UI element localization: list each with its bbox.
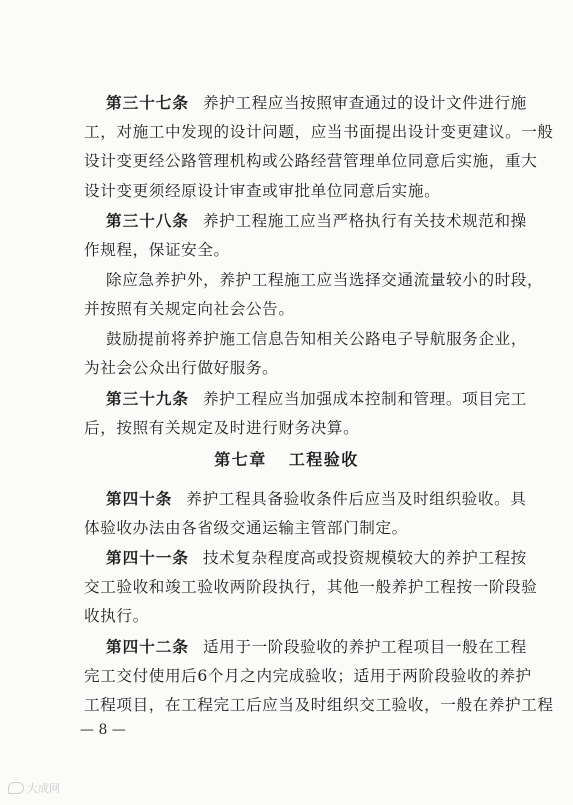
article-38-para3-line-2: 为社会公众出行做好服务。 (84, 359, 279, 378)
article-38-para2-line-1: 除应急养护外，养护工程施工应当选择交通流量较小的时段， (106, 270, 544, 289)
article-37-text: 养护工程应当按照审查通过的设计文件进行施 (202, 94, 527, 112)
article-40-line-2: 体验收办法由各省级交通运输主管部门制定。 (84, 518, 408, 537)
article-37-line-3: 设计变更经公路管理机构或公路经营管理单位同意后实施，重大 (84, 152, 538, 171)
chapter-number: 第七章 (214, 450, 267, 469)
chapter-heading (0, 447, 573, 470)
text-block-lower (84, 484, 554, 721)
article-40-label: 第四十条 (106, 489, 173, 508)
article-38-para3-line-1: 鼓励提前将养护施工信息告知相关公路电子导航服务企业， (106, 329, 528, 348)
article-42-line-2: 完工交付使用后6个月之内完成验收；适用于两阶段验收的养护 (84, 666, 532, 685)
article-41-line-2: 交工验收和竣工验收两阶段执行，其他一般养护工程按一阶段验 (84, 577, 538, 596)
article-37-line-4: 设计变更须经原设计审查或审批单位同意后实施。 (84, 181, 441, 200)
article-42-line-3: 工程项目，在工程完工后应当及时组织交工验收，一般在养护工程 (84, 696, 554, 715)
article-41-line-1 (84, 543, 527, 573)
article-39-label: 第三十九条 (106, 388, 189, 408)
article-38-line-2: 作规程，保证安全。 (84, 240, 230, 259)
article-38-label: 第三十八条 (106, 211, 189, 231)
article-38-line-1 (84, 206, 527, 236)
article-39-line-1 (84, 384, 527, 414)
article-42-line-1 (84, 632, 527, 662)
article-39-line-2: 后，按照有关规定及时进行财务决算。 (84, 418, 360, 437)
article-42-text: 适用于一阶段验收的养护工程项目一般在工程 (202, 637, 527, 656)
article-37-line-1 (84, 88, 527, 118)
article-40-line-1 (84, 484, 527, 514)
article-37-label: 第三十七条 (106, 93, 189, 112)
article-39-text: 养护工程应当加强成本控制和管理。项目完工 (202, 389, 527, 408)
watermark (8, 780, 60, 796)
chat-bubble-icon (8, 782, 24, 794)
article-41-text: 技术复杂程度高或投资规模较大的养护工程按 (202, 549, 527, 568)
article-41-line-3: 收执行。 (84, 607, 149, 626)
article-37-line-2: 工，对施工中发现的设计问题，应当书面提出设计变更建议。一般 (84, 122, 554, 141)
article-38-para2-line-2: 并按照有关规定向社会公告。 (84, 300, 295, 319)
article-41-label: 第四十一条 (106, 548, 189, 568)
page-number: — 8 — (80, 722, 126, 738)
article-38-text: 养护工程施工应当严格执行有关技术规范和操 (202, 212, 527, 231)
article-40-text: 养护工程具备验收条件后应当及时组织验收。具 (186, 490, 527, 508)
watermark-text: 大成网 (27, 782, 60, 795)
chapter-title: 工程验收 (288, 450, 359, 469)
text-block-upper (84, 88, 554, 443)
article-42-label: 第四十二条 (106, 636, 189, 656)
